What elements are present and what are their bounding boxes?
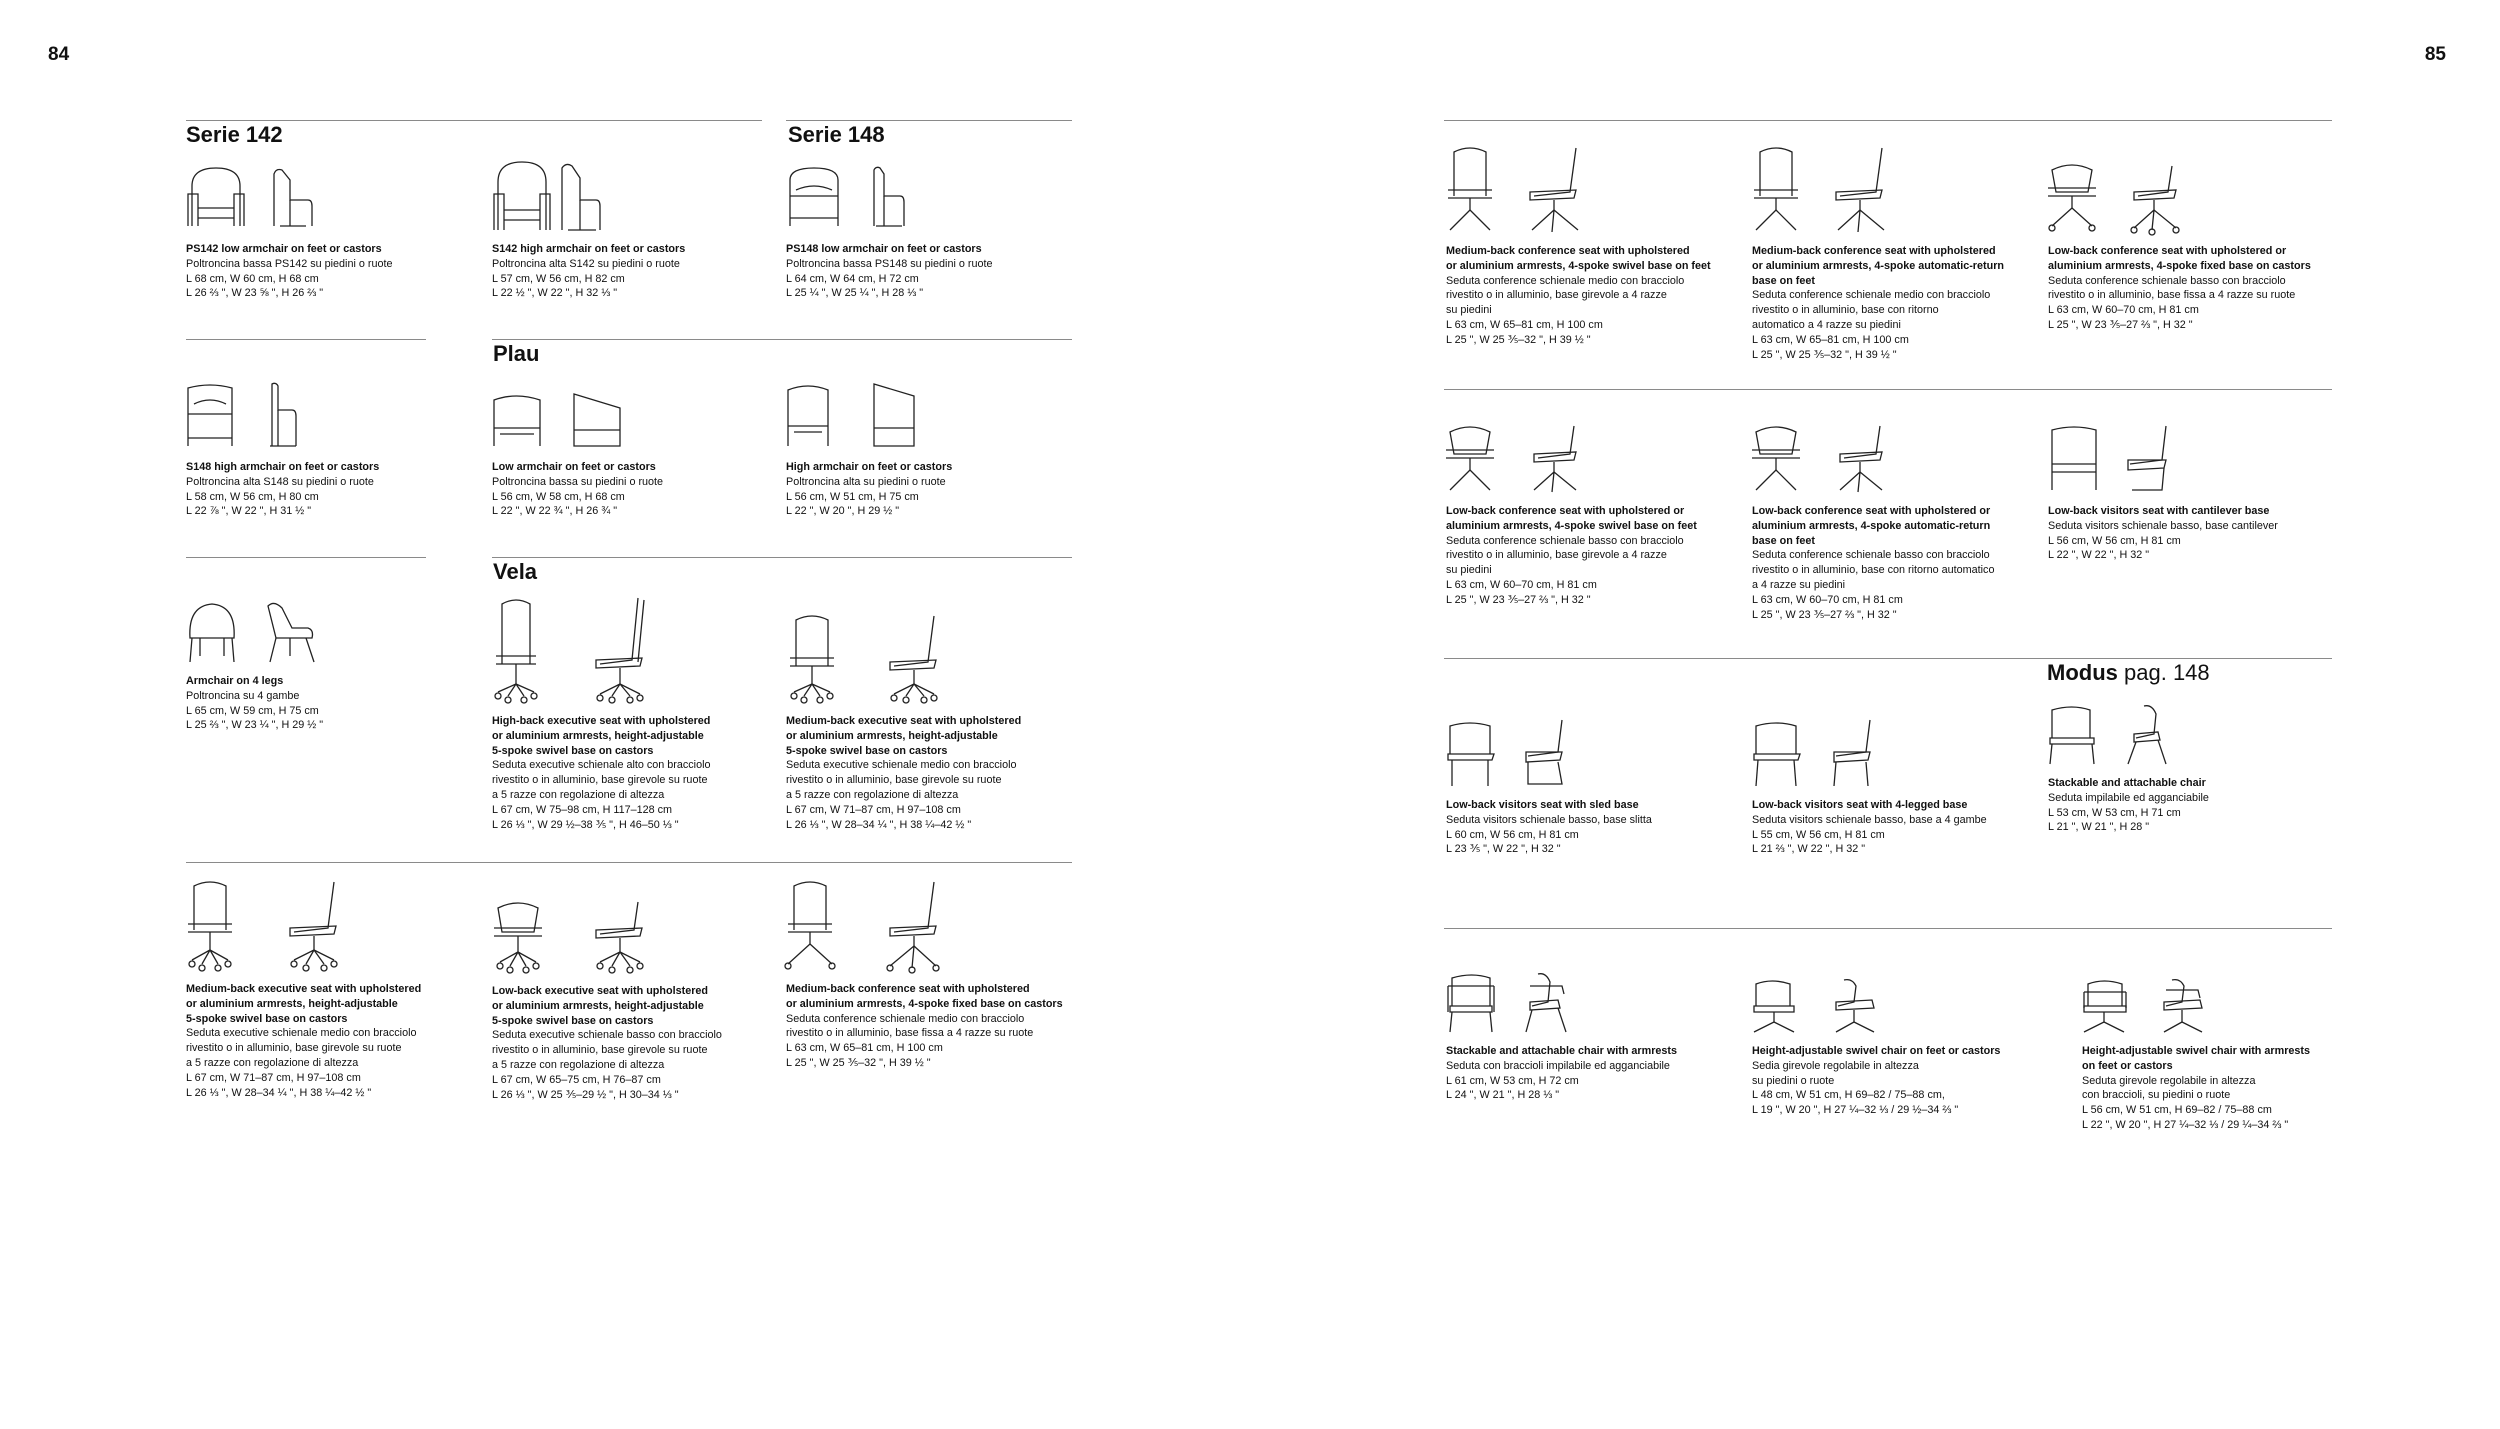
product-detail: L 25 ", W 23 ⅗–27 ⅔ ", H 32 " [1752, 608, 1897, 621]
product-detail: L 68 cm, W 60 cm, H 68 cm [186, 272, 319, 285]
product-detail: a 5 razze con regolazione di altezza [786, 788, 959, 801]
product-detail: L 25 ", W 23 ⅗–27 ⅔ ", H 32 " [2048, 318, 2193, 331]
product-medium-back-conference-swivel-feet [1446, 146, 1711, 348]
product-detail: Seduta visitors schienale basso, base cantilever [2048, 519, 2278, 532]
section-divider [1444, 928, 2332, 929]
product-title: Low-back conference seat with upholstered or [1446, 505, 1685, 517]
product-detail: Poltroncina alta su piedini o ruote [786, 475, 946, 488]
section-title-serie-142: Serie 142 [186, 122, 283, 147]
product-title: base on feet [1752, 274, 1815, 287]
product-title: or aluminium armrests, height-adjustable [492, 999, 704, 1012]
product-medium-back-conference-auto-return [1752, 146, 2004, 362]
product-title: 5-spoke swivel base on castors [492, 1014, 654, 1027]
vela-high-back-executive-illustration [492, 596, 652, 704]
product-low-back-conference-auto-return [1752, 424, 1994, 622]
product-detail: L 26 ⅓ ", W 28–34 ¼ ", H 38 ¼–42 ½ " [186, 1086, 372, 1099]
product-detail: L 63 cm, W 60–70 cm, H 81 cm [2048, 304, 2199, 317]
product-title: on feet or castors [2082, 1059, 2173, 1072]
product-detail: rivestito o in alluminio, base girevole su ruote [492, 1044, 708, 1057]
product-detail: Poltroncina su 4 gambe [186, 689, 300, 702]
section-divider [186, 120, 762, 121]
product-title: PS148 low armchair on feet or castors [786, 243, 982, 255]
medium-back-conference-fixed-illustration [786, 880, 946, 972]
product-detail: Seduta conference schienale basso con bracciolo [1446, 534, 1684, 547]
s142-armchair-illustration [492, 160, 622, 232]
product-title: 5-spoke swivel base on castors [492, 744, 654, 757]
product-detail: L 65 cm, W 59 cm, H 75 cm [186, 704, 319, 717]
armchair-4-legs-illustration [186, 598, 326, 664]
product-title: or aluminium armrests, height-adjustable [186, 997, 398, 1010]
product-detail: L 63 cm, W 60–70 cm, H 81 cm [1446, 578, 1597, 591]
product-plau-low-armchair [492, 386, 663, 519]
product-detail: L 26 ⅓ ", W 29 ½–38 ⅗ ", H 46–50 ⅓ " [492, 818, 679, 831]
product-title: Low-back conference seat with upholstered or [2048, 245, 2287, 257]
medium-back-conference-auto-return-illustration [1752, 146, 1912, 234]
product-detail: L 56 cm, W 58 cm, H 68 cm [492, 490, 625, 503]
product-detail: L 64 cm, W 64 cm, H 72 cm [786, 272, 919, 285]
product-armchair-on-4-legs [186, 598, 326, 733]
product-title: High-back executive seat with upholstered [492, 715, 711, 727]
product-detail: Poltroncina bassa PS148 su piedini o ruote [786, 257, 993, 270]
product-detail: L 25 ", W 25 ⅗–32 ", H 39 ½ " [1752, 348, 1897, 361]
section-divider [186, 339, 426, 340]
section-title-serie-148: Serie 148 [788, 122, 885, 147]
plau-high-armchair-illustration [786, 380, 946, 450]
product-detail: L 25 ", W 23 ⅗–27 ⅔ ", H 32 " [1446, 593, 1591, 606]
product-detail: Poltroncina bassa su piedini o ruote [492, 475, 664, 488]
product-detail: L 63 cm, W 65–81 cm, H 100 cm [1752, 333, 1909, 346]
product-detail: Seduta conference schienale basso con bracciolo [2048, 274, 2286, 287]
product-detail: L 19 ", W 20 ", H 27 ¼–32 ⅓ / 29 ½–34 ⅔ " [1752, 1104, 1959, 1117]
product-low-back-executive-seat [492, 898, 722, 1102]
section-divider [492, 557, 1072, 558]
product-detail: L 56 cm, W 51 cm, H 69–82 / 75–88 cm [2082, 1104, 2272, 1117]
product-title: 5-spoke swivel base on castors [786, 744, 948, 757]
product-detail: L 22 ", W 20 ", H 29 ½ " [786, 505, 900, 518]
product-ps142-low-armchair [186, 160, 392, 301]
product-detail: L 23 ⅗ ", W 22 ", H 32 " [1446, 843, 1561, 856]
visitors-cantilever-illustration [2048, 424, 2208, 494]
page-number-right: 85 [2424, 44, 2446, 65]
product-modus-stackable-chair [2048, 704, 2209, 835]
section-divider [186, 862, 1072, 863]
product-height-adjustable-swivel-chair-armrests [2082, 978, 2310, 1133]
product-title: Medium-back conference seat with upholstered [1752, 245, 1996, 257]
product-detail: L 26 ⅔ ", W 23 ⅝ ", H 26 ⅔ " [186, 287, 324, 300]
product-detail: L 25 ", W 25 ⅗–32 ", H 39 ½ " [786, 1056, 931, 1069]
low-back-conference-auto-return-illustration [1752, 424, 1912, 494]
product-detail: L 21 ⅔ ", W 22 ", H 32 " [1752, 843, 1866, 856]
height-adjustable-swivel-illustration [1752, 978, 1912, 1034]
product-detail: Seduta executive schienale medio con bracciolo [186, 1027, 417, 1040]
product-title: Height-adjustable swivel chair on feet or castors [1752, 1045, 2001, 1057]
product-detail: su piedini [1446, 304, 1492, 317]
product-title: aluminium armrests, 4-spoke automatic-return [1752, 519, 1991, 532]
product-low-back-visitors-cantilever [2048, 424, 2278, 563]
product-detail: L 61 cm, W 53 cm, H 72 cm [1446, 1074, 1579, 1087]
product-title: or aluminium armrests, 4-spoke fixed base on castors [786, 997, 1063, 1010]
product-title: Height-adjustable swivel chair with armrests [2082, 1045, 2311, 1057]
product-title: or aluminium armrests, height-adjustable [492, 729, 704, 742]
product-title: Medium-back conference seat with upholstered [786, 983, 1030, 995]
low-back-conference-fixed-illustration [2048, 162, 2208, 234]
product-detail: L 63 cm, W 60–70 cm, H 81 cm [1752, 593, 1903, 606]
product-detail: rivestito o in alluminio, base girevole su ruote [786, 774, 1002, 787]
product-detail: rivestito o in alluminio, base girevole su ruote [492, 774, 708, 787]
product-low-back-conference-swivel-feet [1446, 424, 1697, 608]
plau-low-armchair-illustration [492, 386, 652, 450]
product-detail: Seduta con braccioli impilabile ed agganciabile [1446, 1059, 1670, 1072]
ps142-armchair-illustration [186, 160, 316, 232]
product-low-back-conference-fixed-castors [2048, 162, 2311, 333]
section-divider [1444, 658, 2332, 659]
product-detail: L 24 ", W 21 ", H 28 ⅓ " [1446, 1089, 1560, 1102]
product-title: S142 high armchair on feet or castors [492, 243, 686, 255]
product-detail: L 56 cm, W 51 cm, H 75 cm [786, 490, 919, 503]
product-detail: Seduta conference schienale medio con bracciolo [786, 1012, 1025, 1025]
product-detail: L 67 cm, W 65–75 cm, H 76–87 cm [492, 1073, 661, 1086]
product-detail: Seduta visitors schienale basso, base slitta [1446, 813, 1652, 826]
product-detail: rivestito o in alluminio, base girevole a 4 razze [1446, 289, 1667, 302]
section-divider [786, 120, 1072, 121]
product-s142-high-armchair [492, 160, 685, 301]
product-title: aluminium armrests, 4-spoke fixed base on castors [2048, 259, 2311, 272]
product-detail: L 22 ", W 22 ", H 32 " [2048, 549, 2150, 562]
product-detail: L 22 ", W 22 ¾ ", H 26 ¾ " [492, 505, 618, 518]
height-adjustable-swivel-armrests-illustration [2082, 978, 2242, 1034]
product-detail: L 60 cm, W 56 cm, H 81 cm [1446, 828, 1579, 841]
product-title: Armchair on 4 legs [186, 675, 284, 687]
product-title: or aluminium armrests, 4-spoke automatic-return [1752, 259, 2004, 272]
product-detail: automatico a 4 razze su piedini [1752, 318, 1901, 331]
product-plau-high-armchair [786, 380, 952, 519]
section-title-vela: Vela [493, 559, 538, 584]
product-detail: a 5 razze con regolazione di altezza [492, 1058, 665, 1071]
product-stackable-chair-with-armrests [1446, 972, 1677, 1103]
product-title: Stackable and attachable chair with armrests [1446, 1045, 1678, 1057]
product-detail: L 26 ⅓ ", W 28–34 ¼ ", H 38 ¼–42 ½ " [786, 818, 972, 831]
product-detail: L 67 cm, W 71–87 cm, H 97–108 cm [786, 803, 961, 816]
product-title: Medium-back executive seat with upholstered [786, 715, 1022, 727]
section-title-plau: Plau [493, 341, 540, 366]
product-detail: Seduta conference schienale medio con bracciolo [1752, 289, 1991, 302]
product-title: 5-spoke swivel base on castors [186, 1012, 348, 1025]
section-divider [492, 339, 1072, 340]
low-back-conference-swivel-illustration [1446, 424, 1606, 494]
product-detail: Seduta executive schienale medio con bracciolo [786, 759, 1017, 772]
product-title: aluminium armrests, 4-spoke swivel base on feet [1446, 519, 1697, 532]
product-vela-high-back-executive-seat [492, 596, 710, 832]
section-divider [186, 557, 426, 558]
product-detail: Seduta conference schienale basso con bracciolo [1752, 549, 1990, 562]
product-detail: L 67 cm, W 75–98 cm, H 117–128 cm [492, 803, 673, 816]
stackable-armrests-illustration [1446, 972, 1606, 1034]
product-title: PS142 low armchair on feet or castors [186, 243, 382, 255]
product-vela-medium-back-executive-seat [786, 612, 1021, 832]
product-detail: su piedini o ruote [1752, 1074, 1835, 1087]
product-detail: Sedia girevole regolabile in altezza [1752, 1059, 1919, 1072]
product-detail: L 22 ", W 20 ", H 27 ¼–32 ⅓ / 29 ¼–34 ⅔ " [2082, 1118, 2289, 1131]
product-title: or aluminium armrests, 4-spoke swivel base on feet [1446, 259, 1711, 272]
product-detail: L 25 ⅔ ", W 23 ¼ ", H 29 ½ " [186, 719, 324, 732]
product-detail: Poltroncina bassa PS142 su piedini o ruote [186, 257, 393, 270]
product-title: S148 high armchair on feet or castors [186, 461, 380, 473]
medium-back-executive-illustration [186, 880, 346, 972]
product-detail: rivestito o in alluminio, base girevole a 4 razze [1446, 549, 1667, 562]
product-detail: Seduta executive schienale basso con bracciolo [492, 1029, 722, 1042]
product-detail: Poltroncina alta S142 su piedini o ruote [492, 257, 680, 270]
product-title: Stackable and attachable chair [2048, 777, 2206, 789]
product-detail: Poltroncina alta S148 su piedini o ruote [186, 475, 374, 488]
section-title-modus-page-ref: pag. 148 [2124, 660, 2210, 685]
product-detail: rivestito o in alluminio, base fissa a 4 razze su ruote [786, 1027, 1034, 1040]
product-height-adjustable-swivel-chair [1752, 978, 2000, 1118]
product-detail: L 22 ⅞ ", W 22 ", H 31 ½ " [186, 505, 312, 518]
product-title: Low armchair on feet or castors [492, 461, 656, 473]
product-title: Low-back conference seat with upholstered or [1752, 505, 1991, 517]
product-medium-back-executive-seat [186, 880, 421, 1100]
page-number-left: 84 [48, 44, 70, 65]
modus-stackable-illustration [2048, 704, 2208, 766]
product-detail: Seduta girevole regolabile in altezza [2082, 1074, 2256, 1087]
product-detail: a 5 razze con regolazione di altezza [186, 1056, 359, 1069]
product-detail: a 4 razze su piedini [1752, 578, 1846, 591]
product-detail: L 56 cm, W 56 cm, H 81 cm [2048, 534, 2181, 547]
product-detail: L 25 ", W 25 ⅗–32 ", H 39 ½ " [1446, 333, 1591, 346]
product-detail: Seduta impilabile ed agganciabile [2048, 791, 2209, 804]
product-detail: Seduta visitors schienale basso, base a 4 gambe [1752, 813, 1987, 826]
product-title: base on feet [1752, 534, 1815, 547]
visitors-sled-illustration [1446, 718, 1606, 788]
product-title: High armchair on feet or castors [786, 461, 953, 473]
product-detail: L 58 cm, W 56 cm, H 80 cm [186, 490, 319, 503]
product-detail: L 57 cm, W 56 cm, H 82 cm [492, 272, 625, 285]
product-title: Medium-back executive seat with upholstered [186, 983, 422, 995]
ps148-armchair-illustration [786, 160, 916, 232]
product-detail: L 25 ¼ ", W 25 ¼ ", H 28 ⅓ " [786, 287, 924, 300]
product-detail: a 5 razze con regolazione di altezza [492, 788, 665, 801]
product-medium-back-conference-seat-fixed-base [786, 880, 1063, 1071]
product-detail: rivestito o in alluminio, base fissa a 4 razze su ruote [2048, 289, 2296, 302]
section-divider [1444, 120, 2332, 121]
vela-medium-back-executive-illustration [786, 612, 946, 704]
product-low-back-visitors-4-legged [1752, 718, 1987, 857]
product-detail: con braccioli, su piedini o ruote [2082, 1089, 2231, 1102]
product-detail: L 26 ⅓ ", W 25 ⅗–29 ½ ", H 30–34 ⅓ " [492, 1088, 679, 1101]
product-detail: L 63 cm, W 65–81 cm, H 100 cm [786, 1042, 943, 1055]
visitors-4-legged-illustration [1752, 718, 1912, 788]
product-title: or aluminium armrests, height-adjustable [786, 729, 998, 742]
section-title-modus [2047, 660, 2210, 686]
product-detail: L 63 cm, W 65–81 cm, H 100 cm [1446, 318, 1603, 331]
product-detail: rivestito o in alluminio, base con ritorno [1752, 304, 1939, 317]
product-detail: L 55 cm, W 56 cm, H 81 cm [1752, 828, 1885, 841]
section-title-modus-name: Modus [2047, 660, 2118, 685]
product-detail: Seduta executive schienale alto con bracciolo [492, 759, 711, 772]
s148-armchair-illustration [186, 380, 316, 450]
low-back-executive-illustration [492, 898, 652, 974]
product-detail: L 67 cm, W 71–87 cm, H 97–108 cm [186, 1071, 361, 1084]
product-title: Low-back visitors seat with cantilever base [2048, 505, 2270, 517]
product-title: Low-back visitors seat with sled base [1446, 799, 1639, 811]
product-title: Low-back visitors seat with 4-legged base [1752, 799, 1968, 811]
product-detail: rivestito o in alluminio, base girevole su ruote [186, 1042, 402, 1055]
product-low-back-visitors-sled [1446, 718, 1652, 857]
product-detail: Seduta conference schienale medio con bracciolo [1446, 274, 1685, 287]
product-title: Low-back executive seat with upholstered [492, 985, 708, 997]
product-detail: rivestito o in alluminio, base con ritorno automatico [1752, 564, 1995, 577]
product-detail: L 21 ", W 21 ", H 28 " [2048, 821, 2150, 834]
product-detail: L 48 cm, W 51 cm, H 69–82 / 75–88 cm, [1752, 1089, 1945, 1102]
product-detail: su piedini [1446, 564, 1492, 577]
product-detail: L 53 cm, W 53 cm, H 71 cm [2048, 806, 2181, 819]
product-title: Medium-back conference seat with upholstered [1446, 245, 1690, 257]
medium-back-conference-swivel-illustration [1446, 146, 1606, 234]
product-s148-high-armchair [186, 380, 379, 519]
section-divider [1444, 389, 2332, 390]
product-ps148-low-armchair [786, 160, 992, 301]
product-detail: L 22 ½ ", W 22 ", H 32 ⅓ " [492, 287, 618, 300]
